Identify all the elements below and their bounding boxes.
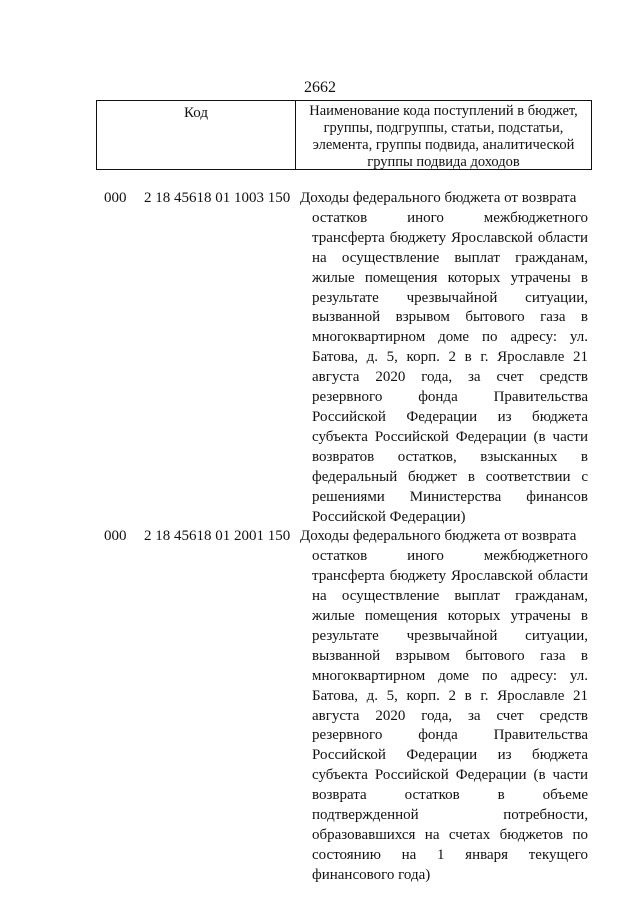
admin-code: 000: [104, 190, 127, 206]
table-row: [104, 527, 594, 885]
description-first-line: Доходы федерального бюджета от возврата: [300, 528, 577, 545]
header-name-cell: Наименование кода поступлений в бюджет, группы, подгруппы, статьи, подстатьи, элемента, группы подвида, аналитической группы подвида доходов: [309, 103, 578, 170]
description-first-line: Доходы федерального бюджета от возврата: [300, 190, 577, 206]
admin-code: 000: [104, 528, 127, 545]
revenue-description: [300, 189, 588, 527]
table-body: [104, 189, 594, 886]
page-number: 2662: [304, 79, 336, 96]
revenue-code: 2 18 45618 01 1003 150: [144, 190, 291, 206]
description-continuation: остатков иного межбюджетного трансферта бюджету Ярославской области на осуществление выплат гражданам, жилые помещения которых утрачены в результате чрезвычайной ситуации, вызванной взрывом бытового газа в многоквартирном доме по адресу: ул. Батова, д. 5, корп. 2 в г. Ярославле 21 августа 2020 года, за счет средств резервного фонда Правительства Российской Федерации из бюджета субъекта Российской Федерации (в части возврата остатков в объеме подтвержденной потребности, образовавшихся на счетах бюджетов по состоянию на 1 января текущего финансового года): [312, 548, 588, 883]
revenue-description: [300, 527, 588, 885]
header-code-cell: Код: [97, 101, 296, 169]
description-continuation: остатков иного межбюджетного трансферта бюджету Ярославской области на осуществление выплат гражданам, жилые помещения которых утрачены в результате чрезвычайной ситуации, вызванной взрывом бытового газа в многоквартирном доме по адресу: ул. Батова, д. 5, корп. 2 в г. Ярославле 21 августа 2020 года, за счет средств резервного фонда Правительства Российской Федерации из бюджета субъекта Российской Федерации (в части возвратов остатков, взысканных в федеральный бюджет в соответствии с решениями Министерства финансов Российской Федерации): [312, 209, 588, 525]
table-row: [104, 189, 594, 527]
revenue-code: 2 18 45618 01 2001 150: [144, 528, 291, 545]
table-header: [96, 100, 592, 170]
